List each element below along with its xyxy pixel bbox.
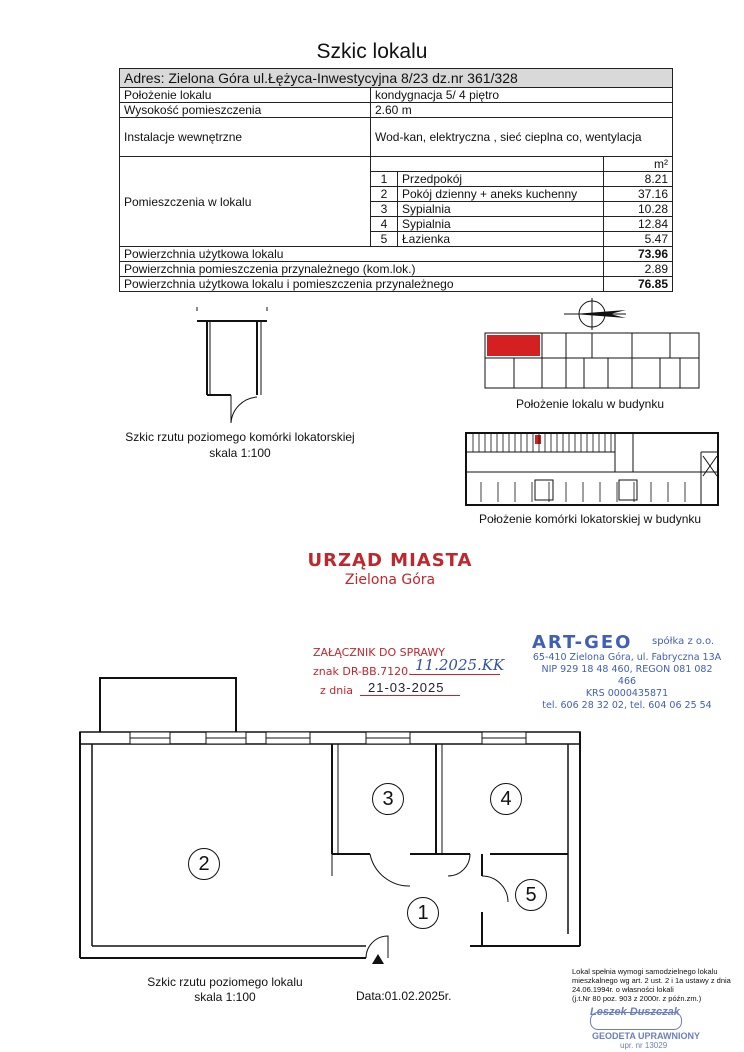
page-title: Szkic lokalu [316,40,428,63]
flat-floor-plan [70,676,590,966]
info-value: Wod-kan, elektryczna , sieć cieplna co, wentylacja [371,118,673,157]
room-number: 3 [371,202,398,217]
room-label-4: 4 [490,783,522,815]
certification-line: mieszkalnego wg art. 2 ust. 2 i 1a ustawy z dnia [572,976,731,985]
info-label: Położenie lokalu [120,88,371,103]
total-row [120,247,673,262]
storage-unit-sketch [195,305,275,425]
signature-stamp: Leszek Duszczak [590,1006,680,1018]
total-row [120,277,673,292]
unit-header-row [120,157,673,172]
info-row [120,103,673,118]
company-stamp-suffix: spółka z o.o. [652,636,715,647]
room-area: 10.28 [604,202,673,217]
info-label: Wysokość pomieszczenia [120,103,371,118]
total-label: Powierzchnia użytkowa lokalu [120,247,604,262]
total-row [120,262,673,277]
info-label: Instalacje wewnętrzne [120,118,371,157]
room-number: 2 [371,187,398,202]
rooms-label: Pomieszczenia w lokalu [120,157,371,247]
room-area: 37.16 [604,187,673,202]
unit-header: m² [604,157,673,172]
info-value: kondygnacja 5/ 4 piętro [371,88,673,103]
room-area: 5.47 [604,232,673,247]
surveyor-title: GEODETA UPRAWNIONY [592,1031,701,1041]
plan-scale: skala 1:100 [194,990,256,1004]
plan-caption: Szkic rzutu poziomego lokalu [147,975,303,989]
attachment-stamp-line1: ZAŁĄCZNIK DO SPRAWY [313,646,445,659]
room-area: 12.84 [604,217,673,232]
attachment-stamp-line2: znak DR-BB.7120. [313,665,412,678]
address: Adres: Zielona Góra ul.Łężyca-Inwestycyjna 8/23 dz.nr 361/328 [120,69,673,88]
highlighted-flat [487,335,540,356]
office-stamp-line2: Zielona Góra [344,572,436,588]
premises-table [119,68,673,292]
room-name: Pokój dzienny + aneks kuchenny [398,187,604,202]
room-area: 8.21 [604,172,673,187]
certification-line: Lokal spełnia wymogi samodzielnego lokalu [572,967,718,976]
company-stamp-line: NIP 929 18 48 460, REGON 081 082 466 [541,664,713,687]
entrance-arrow-icon [372,954,384,964]
room-number: 4 [371,217,398,232]
north-arrow-icon [560,296,630,332]
info-row [120,118,673,157]
room-number: 1 [371,172,398,187]
storage-scale: skala 1:100 [209,446,271,460]
total-value: 73.96 [604,247,673,262]
info-value: 2.60 m [371,103,673,118]
room-number: 5 [371,232,398,247]
document-date: Data:01.02.2025r. [356,989,452,1003]
attachment-stamp-line3: z dnia [320,684,354,697]
total-value: 2.89 [604,262,673,277]
address-row [120,69,673,88]
total-label: Powierzchnia pomieszczenia przynależnego (kom.lok.) [120,262,604,277]
surveyor-number: upr. nr 13029 [620,1041,668,1050]
room-name: Łazienka [398,232,604,247]
attachment-handwritten-number: 11.2025.KK [415,656,505,674]
room-label-2: 2 [188,848,220,880]
attachment-date: 21-03-2025 [368,680,445,695]
company-stamp-name: ART-GEO [532,632,633,653]
highlighted-storage [535,435,541,444]
room-label-1: 1 [407,897,439,929]
certification-line: 24.06.1994r. o własności lokali [572,985,674,994]
room-name: Przedpokój [398,172,604,187]
company-stamp-line: KRS 0000435871 [585,688,669,699]
certification-line: (j.t.Nr 80 poz. 903 z 2000r. z późn.zm.) [572,994,702,1003]
storage-building-caption: Położenie komórki lokatorskiej w budynku [478,512,702,526]
room-label-3: 3 [372,783,404,815]
building-location-diagram [484,332,700,390]
company-stamp-line: 65-410 Zielona Góra, ul. Fabryczna 13A [532,652,722,663]
room-name: Sypialnia [398,202,604,217]
building-caption: Położenie lokalu w budynku [515,397,665,411]
room-name: Sypialnia [398,217,604,232]
certification-note [572,967,732,1003]
storage-caption: Szkic rzutu poziomego komórki lokatorskiej [125,430,355,444]
office-stamp-line1: URZĄD MIASTA [307,550,473,571]
total-value: 76.85 [604,277,673,292]
basement-diagram [465,432,719,506]
total-label: Powierzchnia użytkowa lokalu i pomieszczenia przynależnego [120,277,604,292]
info-row [120,88,673,103]
room-label-5: 5 [515,879,547,911]
company-stamp-line: tel. 606 28 32 02, tel. 604 06 25 54 [542,700,712,711]
